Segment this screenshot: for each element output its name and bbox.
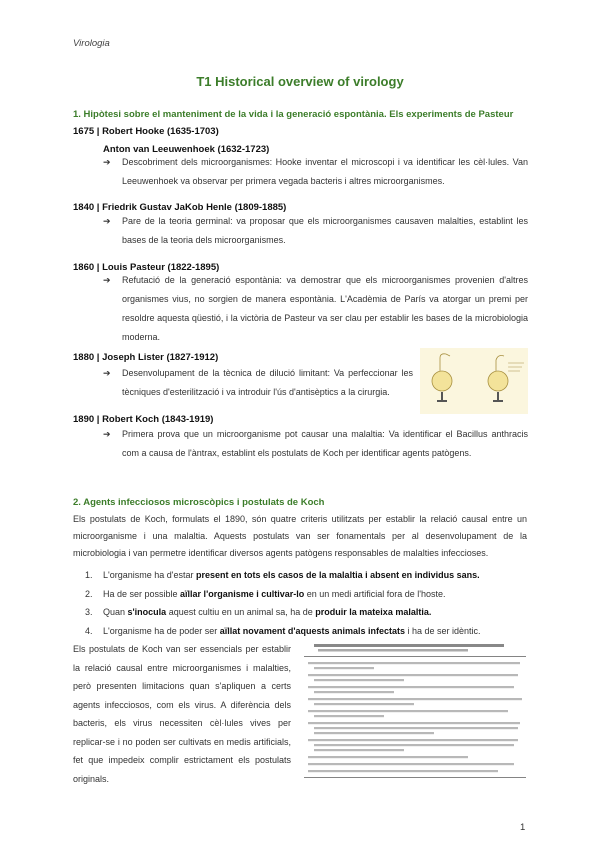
page-number: 1 [520,822,526,833]
koch-postulates-table-image [304,640,530,790]
arrow-icon: ➔ [103,157,111,167]
koch-intro-paragraph: Els postulats de Koch, formulats el 1890, són quatre criteris utilitzats per establir la relació causal entre un microorganisme i una malaltia. Aquests postulats van ser fonamentals per al desenvolupament de la microbiologia i van permetre identificar diversos agents patògens responsables de malalties infeccioses. [73,514,527,558]
arrow-icon: ➔ [103,429,111,439]
entry-pasteur-bullet [103,271,528,347]
page-title: T1 Historical overview of virology [196,74,404,89]
entry-lister-text: Desenvolupament de la tècnica de dilució limitant: Va perfeccionar les tècniques d'esterilització i va introduir l'ús d'antisèptics a la cirurgia. [122,368,413,397]
arrow-icon: ➔ [103,216,111,226]
entry-pasteur-label: 1860 | Louis Pasteur (1822-1895) [73,262,220,273]
entry-henle-label: 1840 | Friedrik Gustav JaKob Henle (1809-1885) [73,202,287,213]
postulate-item: 1. L'organisme ha d'estar present en tots els casos de la malaltia i absent en individus sans. [85,570,480,580]
entry-leeuwenhoek-label: Anton van Leeuwenhoek (1632-1723) [103,144,270,155]
postulate-item: 4. L'organisme ha de poder ser aïllat novament d'aquests animals infectats i ha de ser idèntic. [85,625,481,636]
entry-hooke-text: Descobriment dels microorganismes: Hooke inventar el microscopi i va identificar les cèl·lules. Van Leeuwenhoek va observar per primera vegada bacteris i altres microorganismes. [122,157,528,186]
entry-koch-label: 1890 | Robert Koch (1843-1919) [73,414,214,425]
entry-koch-bullet [103,425,528,463]
section-2-heading: 2. Agents infecciosos microscòpics i postulats de Koch [73,497,325,508]
postulates-list [85,566,481,640]
entry-henle-bullet [103,212,528,250]
entry-lister-label: 1880 | Joseph Lister (1827-1912) [73,352,219,363]
postulate-item: 3. Quan s'inocula aquest cultiu en un animal sa, ha de produir la mateixa malaltia. [85,607,432,617]
running-header: Virologia [73,38,110,49]
pasteur-flask-illustration [420,348,528,414]
entry-pasteur-text: Refutació de la generació espontània: va demostrar que els microorganismes provenien d'altres organismes vius, no sorgien de manera espontània. L'Acadèmia de París va atorgar un premi per resoldre aquesta qüestió, i la victòria de Pasteur va ser clau per establir les bases de la microbiologia moderna. [122,275,528,342]
entry-hooke-label: 1675 | Robert Hooke (1635-1703) [73,126,219,137]
entry-koch-text: Primera prova que un microorganisme pot causar una malaltia: Va identificar el Bacillus anthracis com a causa de l'àntrax, establint els postulats de Koch per identificar agents patògens. [122,429,528,458]
postulate-item: 2. Ha de ser possible aïllar l'organisme i cultivar-lo en un medi artificial fora de l'hoste. [85,588,446,599]
entry-lister-bullet [103,364,413,402]
arrow-icon: ➔ [103,368,111,378]
koch-limitations-paragraph: Els postulats de Koch van ser essencials per establir la relació causal entre microorganismes i malalties, però presenten limitacions quan s'apliquen a certs agents infecciosos, com els virus. A diferència dels bacteris, els virus necessiten cèl·lules vives per replicar-se i no poden ser cultivats en medis artificials, fet que impedeix complir estrictament els postulats originals. [73,644,291,784]
entry-hooke-bullet [103,153,528,191]
entry-henle-text: Pare de la teoria germinal: va proposar que els microorganismes causaven malalties, establint les bases de la teoria dels microorganismes. [122,216,528,245]
section-1-heading: 1. Hipòtesi sobre el manteniment de la vida i la generació espontània. Els experiments de Pasteur [73,109,514,120]
arrow-icon: ➔ [103,275,111,285]
